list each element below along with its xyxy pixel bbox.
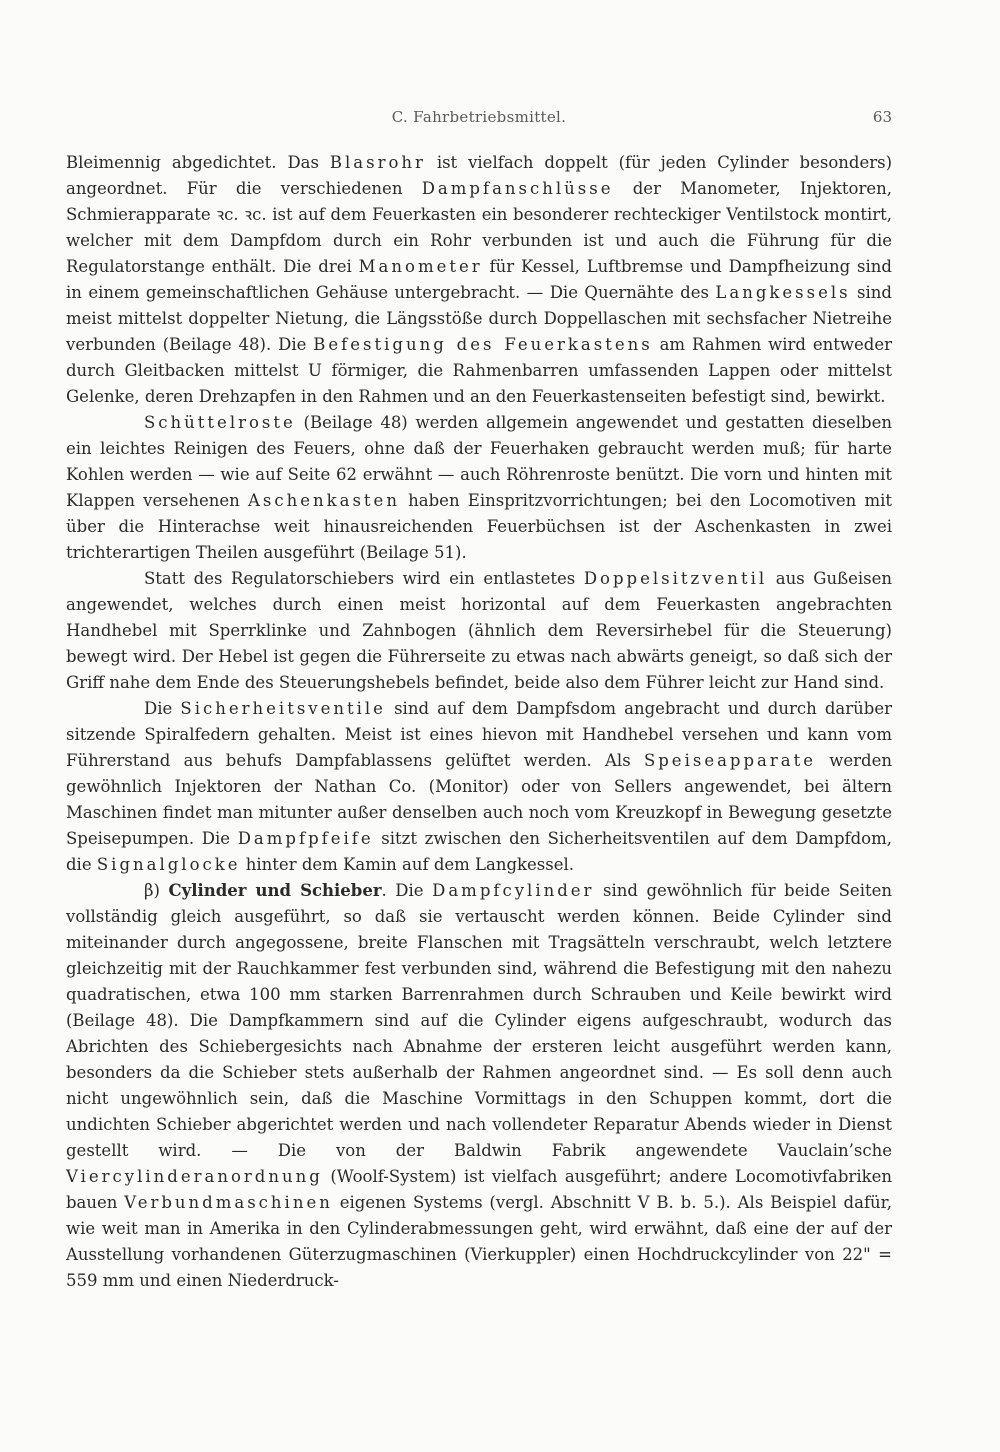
spaced-term: Langkessels (715, 283, 851, 302)
spaced-term: Schüttelroste (144, 413, 296, 432)
text-run: Statt des Regulatorschiebers wird ein entlastetes (144, 569, 584, 588)
text-run: ist vielfach doppelt (für jeden Cylinder besonders) angeordnet. Für die verschiedenen (66, 153, 893, 198)
paragraph (66, 566, 892, 696)
spaced-term: Verbundmaschinen (124, 1193, 333, 1212)
text-run: der Manometer, Injektoren, Schmierapparate ꝛc. ꝛc. ist auf dem Feuerkasten ein besonderer rechteckiger Ventilstock montirt, welcher mit dem Dampfdom durch ein Rohr verbunden ist und auch die Führung für die Regulatorstange enthält. Die drei (66, 179, 892, 276)
paragraph (66, 878, 892, 1294)
paragraph (66, 696, 892, 878)
text-run: Die (144, 699, 181, 718)
text-run: (Woolf-System) ist vielfach ausgeführt; andere Locomotivfabriken bauen (66, 1167, 892, 1212)
text-run: haben Einspritzvorrichtungen; bei den Locomotiven mit über die Hinterachse weit hinausreichenden Feuerbüchsen ist der Aschenkasten in zwei trichterartigen Theilen ausgeführt (Beilage 51). (66, 491, 892, 562)
spaced-term: Blasrohr (329, 153, 426, 172)
spaced-term: Manometer (358, 257, 483, 276)
text-run: sind meist mittelst doppelter Nietung, die Längsstöße durch Doppellaschen mit sechsfacher Nietreihe verbunden (Beilage 48). Die (66, 283, 892, 354)
text-run: am Rahmen wird entweder durch Gleitbacken mittelst U förmiger, die Rahmenbarren umfassenden Lappen oder mittelst Gelenke, deren Drehzapfen in den Rahmen und an den Feuerkastenseiten befestigt sind, bewirkt. (66, 335, 892, 406)
text-run: sitzt zwischen den Sicherheitsventilen auf dem Dampfdom, die (66, 829, 893, 874)
page-number: 63 (872, 108, 892, 126)
spaced-term: Viercylinderanordnung (66, 1167, 323, 1186)
spaced-term: Dampfanschlüsse (421, 179, 614, 198)
page-header (66, 108, 892, 136)
spaced-term: Dampfpfeife (237, 829, 374, 848)
spaced-term: Sicherheitsventile (180, 699, 386, 718)
spaced-term: Speiseapparate (643, 751, 816, 770)
paragraph (66, 150, 892, 410)
text-run: sind gewöhnlich für beide Seiten vollständig gleich ausgeführt, so daß sie vertauscht werden können. Beide Cylinder sind miteinander durch angegossene, breite Flanschen mit Tragsätteln verschraubt, welch letztere gleichzeitig mit der Rauchkammer fest verbunden sind, während die Befestigung mit den nahezu quadratischen, etwa 100 mm starken Barrenrahmen durch Schrauben und Keile bewirkt wird (Beilage 48). Die Dampfkammern sind auf die Cylinder eigens aufgeschraubt, wodurch das Abrichten des Schiebergesichts nach Abnahme der ersteren leicht ausgeführt werden kann, besonders da die Schieber stets außerhalb der Rahmen angeordnet sind. — Es soll denn auch nicht ungewöhnlich sein, daß die Maschine Vormittags in den Schuppen kommt, dort die undichten Schieber abgerichtet werden und nach vollendeter Reparatur Abends wieder in Dienst gestellt wird. — Die von der Baldwin Fabrik angewendete Vauclain’sche (66, 881, 892, 1160)
body-text (66, 150, 892, 1294)
text-run: werden gewöhnlich Injektoren der Nathan Co. (Monitor) oder von Sellers angewendet, bei ältern Maschinen findet man mitunter außer denselben auch noch vom Kreuzkopf in Bewegung gesetzte Speisepumpen. Die (66, 751, 892, 848)
spaced-term: Aschenkasten (247, 491, 400, 510)
text-run: β) (144, 881, 169, 900)
paragraph (66, 410, 892, 566)
text-run: . Die (381, 881, 433, 900)
spaced-term: Dampfcylinder (432, 881, 595, 900)
running-head: C. Fahrbetriebsmittel. (391, 108, 567, 126)
spaced-term: Doppelsitzventil (583, 569, 768, 588)
text-run: Bleimennig abgedichtet. Das (66, 153, 330, 172)
text-run: (Beilage 48) werden allgemein angewendet und gestatten dieselben ein leichtes Reinigen des Feuers, ohne daß der Feuerhaken gebraucht werden muß; für harte Kohlen werden — wie auf Seite 62 erwähnt — auch Röhrenroste benützt. Die vorn und hinten mit Klappen versehenen (66, 413, 892, 510)
text-run: eigenen Systems (vergl. Abschnitt V B. b. 5.). Als Beispiel dafür, wie weit man in Amerika in den Cylinderabmessungen geht, wird erwähnt, daß eine der auf der Ausstellung vorhandenen Güterzugmaschinen (Vierkuppler) einen Hochdruckcylinder von 22" = 559 mm und einen Niederdruck- (66, 1193, 892, 1290)
text-run: für Kessel, Luftbremse und Dampfheizung sind in einem gemeinschaftlichen Gehäuse untergebracht. — Die Quernähte des (66, 257, 892, 302)
spaced-term: Befestigung des Feuerkastens (313, 335, 653, 354)
section-heading: Cylinder und Schieber (168, 881, 382, 900)
spaced-term: Signalglocke (96, 855, 241, 874)
text-run: hinter dem Kamin auf dem Langkessel. (240, 855, 575, 874)
text-run: aus Gußeisen angewendet, welches durch einen meist horizontal auf dem Feuerkasten angebrachten Handhebel mit Sperrklinke und Zahnbogen (ähnlich dem Reversirhebel für die Steuerung) bewegt wird. Der Hebel ist gegen die Führerseite zu etwas nach abwärts geneigt, so daß sich der Griff nahe dem Ende des Steuerungshebels befindet, beide also dem Führer leicht zur Hand sind. (66, 569, 892, 692)
text-run: sind auf dem Dampfsdom angebracht und durch darüber sitzende Spiralfedern gehalten. Meist ist eines hievon mit Handhebel versehen und kann vom Führerstand aus behufs Dampfablassens gelüftet werden. Als (66, 699, 892, 770)
